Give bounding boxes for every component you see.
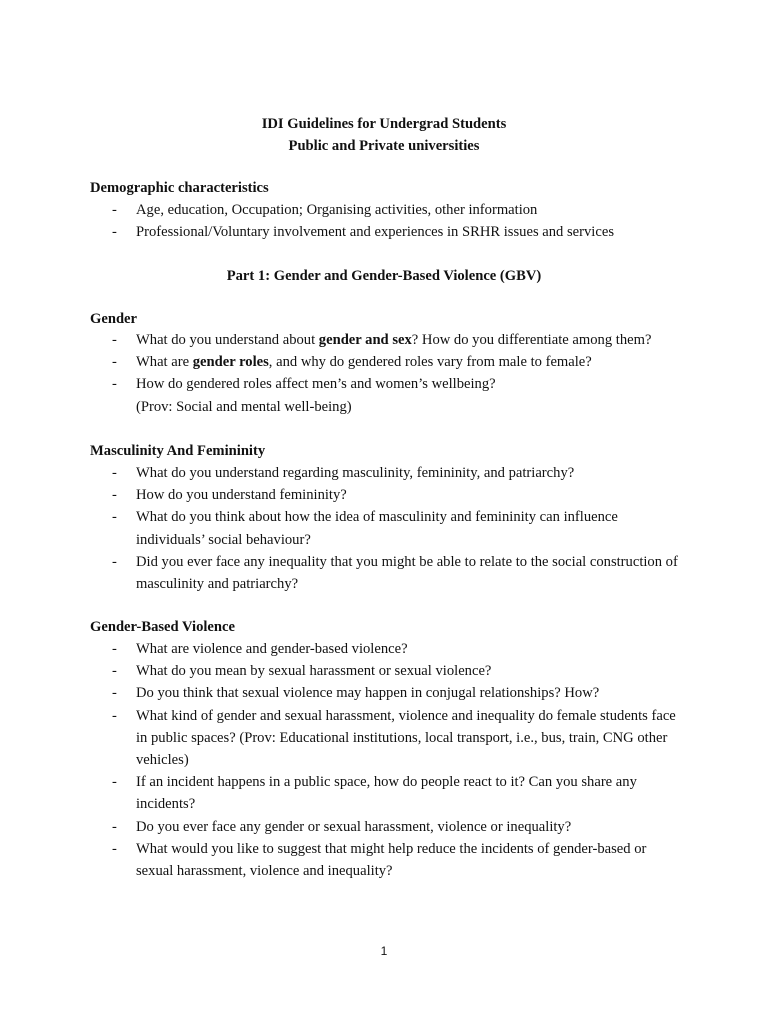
- probe-note: (Prov: Social and mental well-being): [136, 398, 352, 415]
- dash-bullet: -: [112, 465, 117, 481]
- masculinity-list: [0, 462, 768, 595]
- gender-list: [0, 329, 768, 418]
- list-item: - What are gender roles, and why do gendered roles vary from male to female?: [0, 351, 768, 373]
- dash-bullet: -: [112, 487, 117, 504]
- dash-bullet: -: [112, 707, 117, 724]
- list-item: - Do you think that sexual violence may happen in conjugal relationships? How?: [0, 682, 768, 704]
- list-item: - What do you mean by sexual harassment or sexual violence?: [0, 660, 768, 682]
- dash-bullet: -: [112, 663, 117, 680]
- dash-bullet: -: [112, 685, 117, 702]
- section-heading-demographics: Demographic characteristics: [90, 180, 269, 196]
- list-item: - What are violence and gender-based violence?: [0, 638, 768, 660]
- dash-bullet: -: [112, 818, 117, 835]
- dash-bullet: -: [112, 224, 117, 241]
- demographics-list: [0, 199, 768, 243]
- page-number: 1: [380, 944, 388, 958]
- list-item: - What do you think about how the idea of masculinity and femininity can influence individuals’ social behaviour?: [0, 506, 768, 550]
- section-heading-masculinity: Masculinity And Femininity: [90, 443, 266, 459]
- document-subtitle: Public and Private universities: [288, 138, 480, 154]
- dash-bullet: -: [112, 332, 117, 348]
- dash-bullet: -: [112, 553, 117, 570]
- list-item: - Age, education, Occupation; Organising activities, other information: [0, 199, 768, 221]
- list-item: - What do you understand about gender and sex? How do you differentiate among them?: [0, 329, 768, 351]
- section-heading-gender: Gender: [90, 311, 138, 327]
- dash-bullet: -: [112, 354, 117, 371]
- list-item: - How do gendered roles affect men’s and women’s wellbeing? (Prov: Social and mental well-being): [0, 373, 768, 417]
- dash-bullet: -: [112, 840, 117, 857]
- part-heading: Part 1: Gender and Gender-Based Violence (GBV): [226, 268, 542, 284]
- dash-bullet: -: [112, 376, 117, 393]
- list-item: - How do you understand femininity?: [0, 484, 768, 506]
- list-item: - Professional/Voluntary involvement and experiences in SRHR issues and services: [0, 221, 768, 243]
- dash-bullet: -: [112, 774, 117, 791]
- dash-bullet: -: [112, 509, 117, 526]
- list-item: - What do you understand regarding masculinity, femininity, and patriarchy?: [0, 462, 768, 484]
- dash-bullet: -: [112, 202, 117, 218]
- document-title: IDI Guidelines for Undergrad Students: [261, 116, 507, 132]
- list-item: - If an incident happens in a public space, how do people react to it? Can you share any incidents?: [0, 771, 768, 815]
- dash-bullet: -: [112, 641, 117, 657]
- gbv-list: [0, 638, 768, 882]
- list-item: - What would you like to suggest that might help reduce the incidents of gender-based or sexual harassment, violence and inequality?: [0, 838, 768, 882]
- list-item: - What kind of gender and sexual harassment, violence and inequality do female students face in public spaces? (Prov: Educational institutions, local transport, i.e., bus, train, CNG other vehicles): [0, 705, 768, 772]
- section-heading-gbv: Gender-Based Violence: [90, 619, 235, 635]
- list-item: - Did you ever face any inequality that you might be able to relate to the social construction of masculinity and patriarchy?: [0, 551, 768, 595]
- list-item: - Do you ever face any gender or sexual harassment, violence or inequality?: [0, 816, 768, 838]
